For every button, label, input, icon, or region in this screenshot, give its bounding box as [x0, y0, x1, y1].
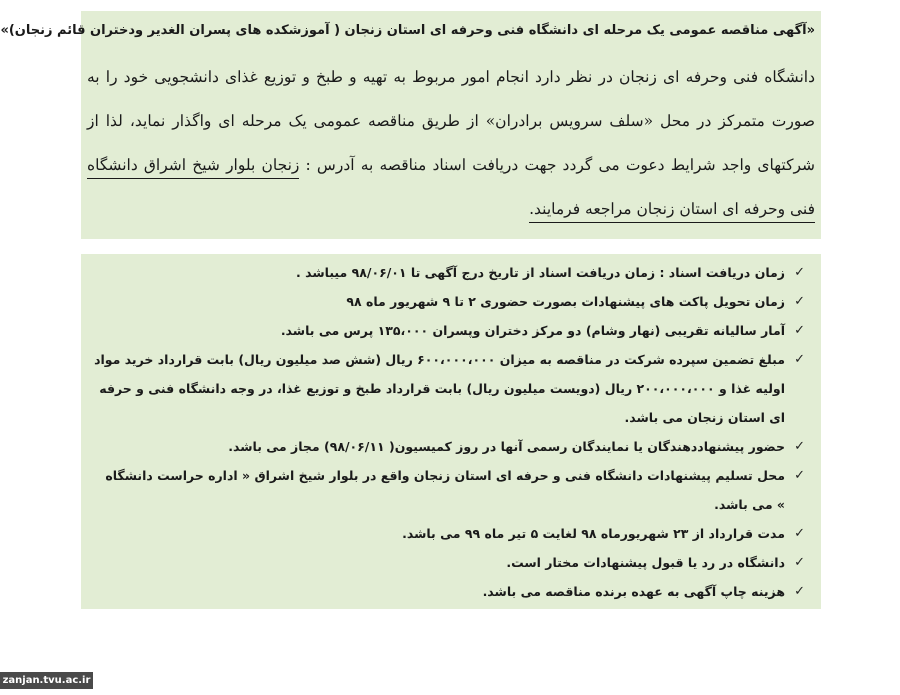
checklist-item-text: مدت قرارداد از ۲۳ شهریورماه ۹۸ لغایت ۵ تیر ماه ۹۹ می باشد. — [402, 526, 785, 541]
checklist-item-text: حضور پیشنهاددهندگان یا نمایندگان رسمی آنها در روز کمیسیون( ۹۸/۰۶/۱۱) مجاز می باشد. — [228, 439, 785, 454]
checklist-item-text: محل تسلیم پیشنهادات دانشگاه فنی و حرفه ای استان زنجان واقع در بلوار شیخ اشراق « اداره حراست دانشگاه » می باشد. — [105, 468, 785, 512]
intro-text: دانشگاه فنی وحرفه ای زنجان در نظر دارد انجام امور مربوط به تهیه و طبخ و توزیع غذای دانشجویی خود را به صورت متمرکز در محل «سلف سرویس برادران» از طریق مناقصه عمومی یک مرحله ای واگذار نماید، لذا از شرکتهای واجد شرایط دعوت می گردد جهت دریافت اسناد مناقصه به آدرس : — [87, 68, 816, 174]
checkmark-icon: ✓ — [794, 555, 805, 570]
checklist-item-text: آمار سالیانه تقریبی (نهار وشام) دو مرکز دختران وپسران ۱۳۵،۰۰۰ پرس می باشد. — [280, 323, 785, 338]
checklist-item-text: هزینه چاپ آگهی به عهده برنده مناقصه می باشد. — [482, 584, 785, 599]
site-url-tag: zanjan.tvu.ac.ir — [0, 672, 93, 689]
checkmark-icon: ✓ — [794, 352, 805, 367]
checklist-item-text: زمان دریافت اسناد : زمان دریافت اسناد از تاریخ درج آگهی تا ۹۸/۰۶/۰۱ میباشد . — [296, 265, 785, 280]
checklist-item — [93, 461, 805, 519]
checkmark-icon: ✓ — [794, 439, 805, 454]
details-checklist — [93, 258, 805, 606]
checklist-item-text: زمان تحویل پاکت های پیشنهادات بصورت حضوری ۲ تا ۹ شهریور ماه ۹۸ — [346, 294, 785, 309]
checkmark-icon: ✓ — [794, 265, 805, 280]
notice-headline: «آگهی مناقصه عمومی یک مرحله ای دانشگاه فنی وحرفه ای استان زنجان ( آموزشکده های پسران الغدیر ودختران قائم زنجان)» — [0, 23, 815, 38]
intro-address-underlined: زنجان بلوار شیخ اشراق دانشگاه فنی وحرفه ای استان زنجان مراجعه فرمایند. — [87, 156, 815, 223]
checklist-item — [93, 577, 805, 606]
checkmark-icon: ✓ — [794, 584, 805, 599]
checkmark-icon: ✓ — [794, 468, 805, 483]
checklist-item — [93, 345, 805, 432]
checklist-item — [93, 316, 805, 345]
checkmark-icon: ✓ — [794, 294, 805, 309]
checklist-item — [93, 548, 805, 577]
checkmark-icon: ✓ — [794, 323, 805, 338]
checklist-item — [93, 287, 805, 316]
checkmark-icon: ✓ — [794, 526, 805, 541]
notice-header-box — [0, 11, 821, 239]
notice-intro-paragraph — [87, 55, 815, 231]
checklist-item-text: مبلغ تضمین سپرده شرکت در مناقصه به میزان ۶۰۰،۰۰۰،۰۰۰ ریال (شش صد میلیون ریال) بابت قرارداد خرید مواد اولیه غذا و ۲۰۰،۰۰۰،۰۰۰ ریال (دویست میلیون ریال) بابت قرارداد طبخ و توزیع غذا، در وجه دانشگاه فنی و حرفه ای استان زنجان می باشد. — [94, 352, 785, 425]
checklist-item-text: دانشگاه در رد یا قبول پیشنهادات مختار است. — [506, 555, 785, 570]
checklist-item — [93, 258, 805, 287]
notice-details-box — [81, 254, 821, 609]
checklist-item — [93, 519, 805, 548]
checklist-item — [93, 432, 805, 461]
